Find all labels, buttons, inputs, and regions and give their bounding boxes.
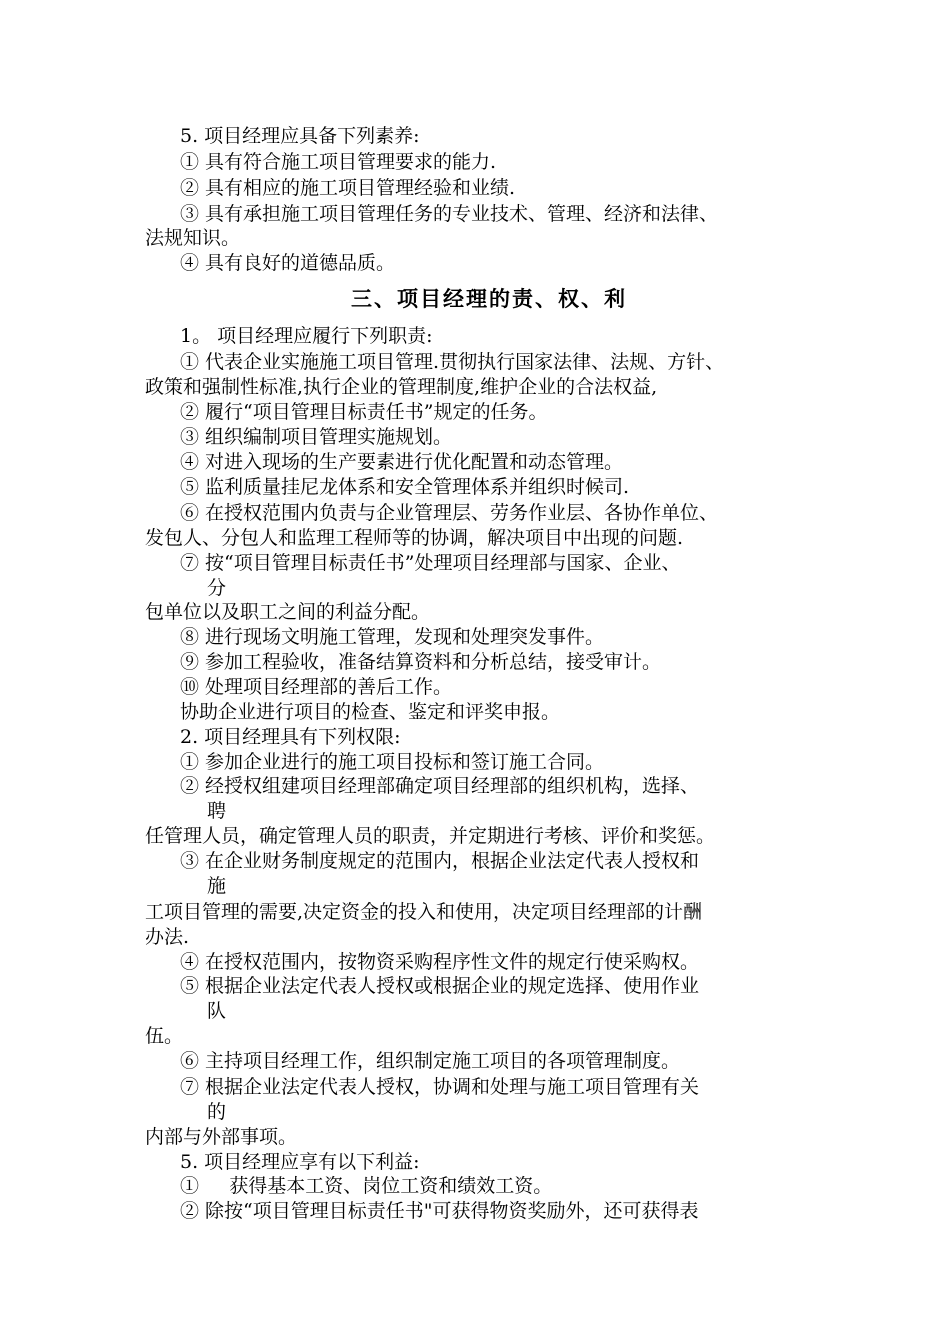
text-line: 施	[207, 875, 227, 897]
text-line: 队	[207, 1000, 227, 1022]
text-line: 聘	[207, 800, 227, 822]
text-line: ⑦ 按“项目管理目标责任书”处理项目经理部与国家、企业、	[180, 552, 681, 574]
text-line: ① 获得基本工资、岗位工资和绩效工资。	[180, 1175, 553, 1197]
text-line: 法规知识。	[145, 227, 241, 249]
text-line: 5. 项目经理应具备下列素养:	[180, 125, 420, 147]
text-line: 内部与外部事项。	[145, 1126, 298, 1148]
text-line: ⑧ 进行现场文明施工管理，发现和处理突发事件。	[180, 626, 605, 648]
text-line: 发包人、分包人和监理工程师等的协调，解决项目中出现的问题.	[145, 527, 684, 549]
text-line: ② 除按“项目管理目标责任书"可获得物资奖励外，还可获得表	[180, 1200, 699, 1222]
text-line: 1。 项目经理应履行下列职责:	[180, 325, 433, 347]
text-line: 2. 项目经理具有下列权限:	[180, 726, 401, 748]
text-line: 办法.	[145, 926, 190, 948]
text-line: ⑥ 主持项目经理工作，组织制定施工项目的各项管理制度。	[180, 1050, 681, 1072]
text-line: 的	[207, 1101, 227, 1123]
text-line: ④ 在授权范围内，按物资采购程序性文件的规定行使采购权。	[180, 951, 700, 973]
section-heading: 三、项目经理的责、权、利	[351, 287, 627, 311]
text-line: 包单位以及职工之间的利益分配。	[145, 601, 431, 623]
text-line: ② 具有相应的施工项目管理经验和业绩.	[180, 177, 516, 199]
text-line: 5. 项目经理应享有以下利益:	[180, 1151, 420, 1173]
text-line: ① 代表企业实施施工项目管理.贯彻执行国家法律、法规、方针、	[180, 351, 725, 373]
text-line: ③ 组织编制项目管理实施规划。	[180, 426, 453, 448]
text-line: 协助企业进行项目的检查、鉴定和评奖申报。	[180, 701, 561, 723]
text-line: 政策和强制性标准,执行企业的管理制度,维护企业的合法权益,	[145, 376, 658, 398]
text-line: ① 具有符合施工项目管理要求的能力.	[180, 151, 497, 173]
text-line: ⑤ 监利质量挂尼龙体系和安全管理体系并组织时候司.	[180, 476, 630, 498]
text-line: 分	[207, 577, 227, 599]
text-line: ⑥ 在授权范围内负责与企业管理层、劳务作业层、各协作单位、	[180, 502, 719, 524]
text-line: ⑩ 处理项目经理部的善后工作。	[180, 676, 453, 698]
text-line: ④ 对进入现场的生产要素进行优化配置和动态管理。	[180, 451, 624, 473]
text-line: ③ 在企业财务制度规定的范围内，根据企业法定代表人授权和	[180, 850, 700, 872]
text-line: ⑨ 参加工程验收，准备结算资料和分析总结，接受审计。	[180, 651, 662, 673]
text-line: ② 经授权组建项目经理部确定项目经理部的组织机构，选择、	[180, 775, 700, 797]
text-line: ① 参加企业进行的施工项目投标和签订施工合同。	[180, 751, 605, 773]
text-line: 任管理人员，确定管理人员的职责，并定期进行考核、评价和奖惩。	[145, 825, 716, 847]
text-line: 伍。	[145, 1025, 184, 1047]
text-line: 工项目管理的需要,决定资金的投入和使用，决定项目经理部的计酬	[145, 901, 703, 923]
text-line: ② 履行“项目管理目标责任书”规定的任务。	[180, 401, 548, 423]
text-line: ④ 具有良好的道德品质。	[180, 252, 396, 274]
text-line: ⑤ 根据企业法定代表人授权或根据企业的规定选择、使用作业	[180, 975, 700, 997]
text-line: ③ 具有承担施工项目管理任务的专业技术、管理、经济和法律、	[180, 203, 719, 225]
text-line: ⑦ 根据企业法定代表人授权，协调和处理与施工项目管理有关	[180, 1076, 700, 1098]
